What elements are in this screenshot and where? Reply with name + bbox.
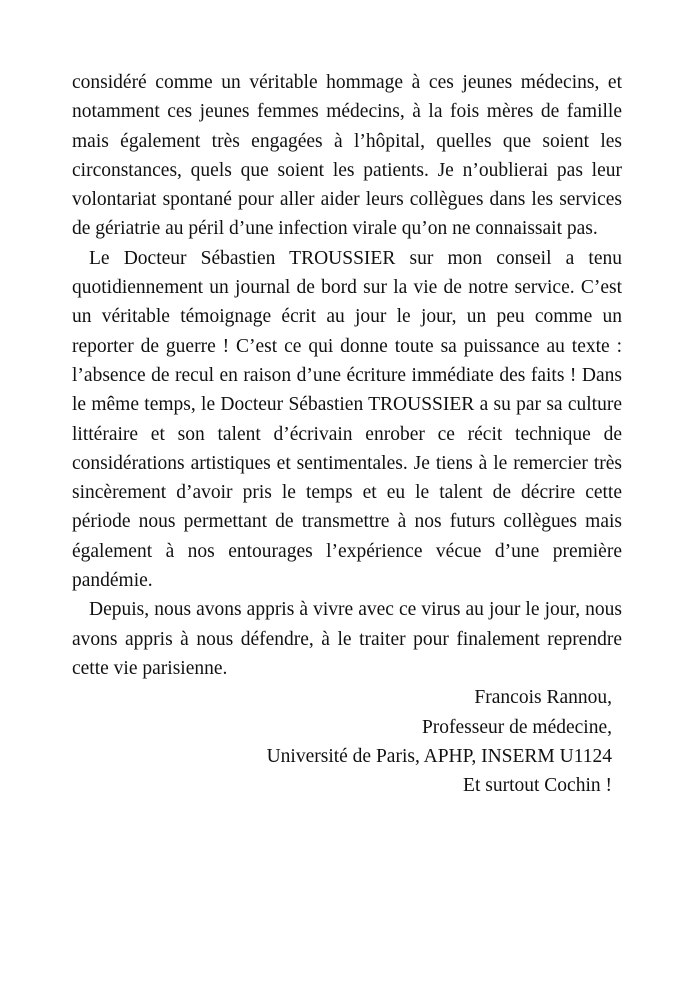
signature-block <box>72 683 622 800</box>
signature-title: Professeur de médecine, <box>421 716 612 738</box>
paragraph-3: Depuis, nous avons appris à vivre avec ce virus au jour le jour, nous avons appris à nous défendre, à le traiter pour finalement reprendre cette vie parisienne. <box>72 599 622 679</box>
paragraph-1: considéré comme un véritable hommage à ces jeunes médecins, et notamment ces jeunes femmes médecins, à la fois mères de famille mais également très engagées à l’hôpital, quelles que soient les circonstances, quels que soient les patients. Je n’oublierai pas leur volontariat spontané pour aller aider leurs collègues dans les services de gériatrie au péril d’une infection virale qu’on ne connaissait pas. <box>72 72 622 240</box>
paragraph-2: Le Docteur Sébastien TROUSSIER sur mon conseil a tenu quotidiennement un journal de bord sur la vie de notre service. C’est un véritable témoignage écrit au jour le jour, un peu comme un reporter de guerre ! C’est ce qui donne toute sa puissance au texte : l’absence de recul en raison d’une écriture immédiate des faits ! Dans le même temps, le Docteur Sébastien TROUSSIER a su par sa culture littéraire et son talent d’écrivain enrober ce récit technique de considérations artistiques et sentimentales. Je tiens à le remercier très sincèrement d’avoir pris le temps et eu le talent de décrire cette période nous permettant de transmettre à nos futurs collègues mais également à nos entourages l’expérience vécue d’une première pandémie. <box>72 247 622 592</box>
signature-name: Francois Rannou, <box>474 687 612 709</box>
signature-affiliation: Université de Paris, APHP, INSERM U1124 <box>266 745 612 767</box>
signature-closing: Et surtout Cochin ! <box>463 775 612 797</box>
document-page <box>72 68 622 800</box>
